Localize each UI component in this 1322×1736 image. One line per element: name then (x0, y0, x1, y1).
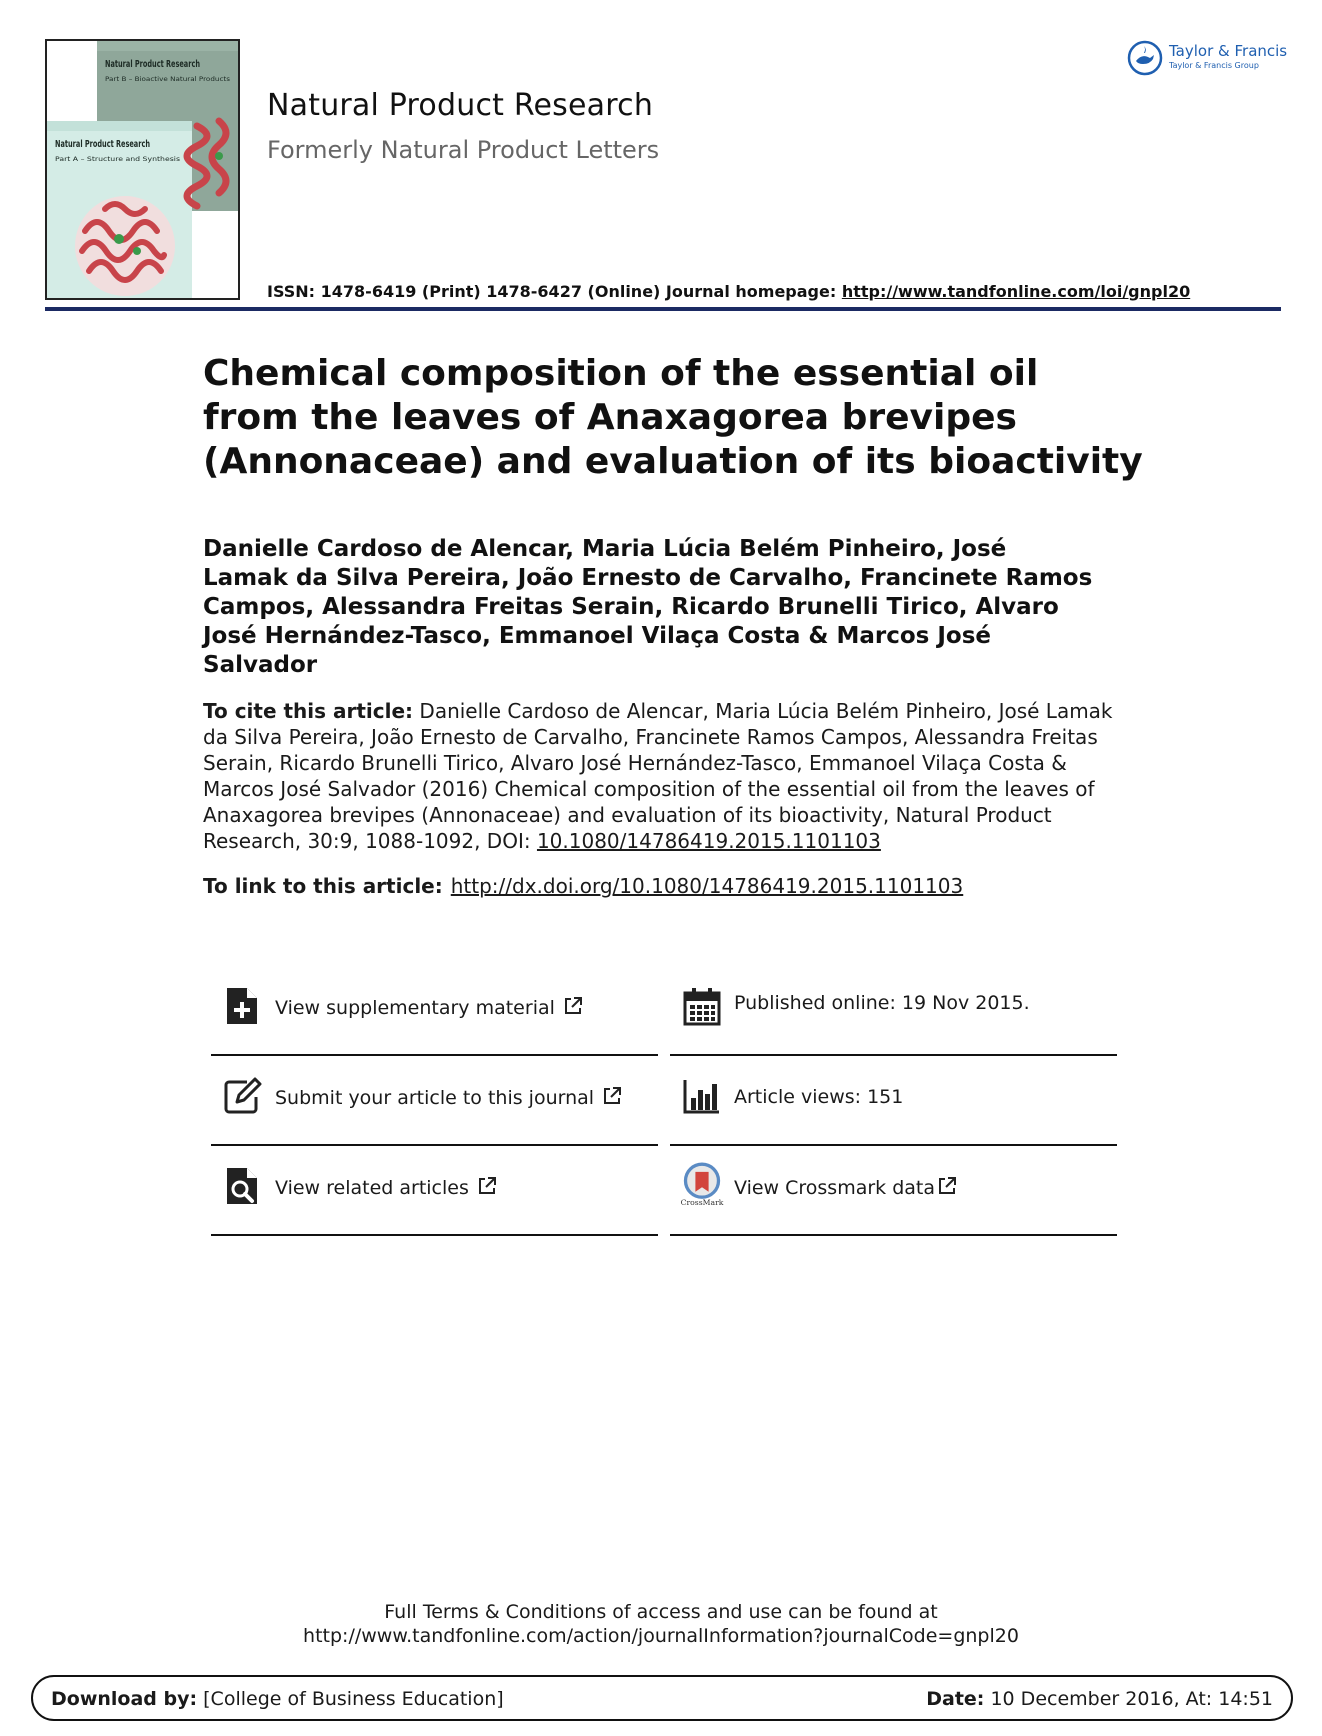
issn-line (267, 282, 1190, 301)
bar-chart-icon (682, 1076, 722, 1116)
related-articles-label: View related articles (275, 1177, 469, 1199)
submit-article-cell[interactable] (211, 1056, 658, 1146)
publisher-name: Taylor & Francis (1169, 42, 1288, 60)
external-link-icon (477, 1176, 497, 1196)
related-articles-cell[interactable] (211, 1146, 658, 1236)
cover-front-title: Natural Product Research (55, 139, 150, 150)
article-authors: Danielle Cardoso de Alencar, Maria Lúcia Belém Pinheiro, José Lamak da Silva Pereira, João Ernesto de Carvalho, Francinete Ramos Campos, Alessandra Freitas Serain, Ricardo Brunelli Tirico, Alvaro José Hernández-Tasco, Emmanoel Vilaça Costa & Marcos José Salvador (203, 536, 1093, 678)
link-label: To link to this article: (203, 874, 443, 898)
published-online-cell (670, 966, 1117, 1056)
citation-text: Danielle Cardoso de Alencar, Maria Lúcia Belém Pinheiro, José Lamak da Silva Pereira, João Ernesto de Carvalho, Francinete Ramos Campos, Alessandra Freitas Serain, Ricardo Brunelli Tirico, Alvaro José Hernández-Tasco, Emmanoel Vilaça Costa & Marcos José Salvador (2016) Chemical composition of the essential oil from the leaves of Anaxagorea brevipes (Annonaceae) and evaluation of its bioactivity, Natural Product Research, 30:9, 1088-1092, DOI: (203, 699, 1113, 853)
publisher-group: Taylor & Francis Group (1169, 61, 1259, 70)
taylor-francis-logo[interactable] (1126, 39, 1286, 79)
cell-divider (670, 1234, 1117, 1236)
submit-article-label: Submit your article to this journal (275, 1087, 595, 1109)
journal-homepage-link[interactable]: http://www.tandfonline.com/loi/gnpl20 (841, 282, 1191, 301)
taylor-francis-lamp-icon (1126, 39, 1164, 77)
journal-subtitle: Formerly Natural Product Letters (267, 136, 660, 164)
file-plus-icon (223, 986, 263, 1026)
issn-text: ISSN: 1478-6419 (Print) 1478-6427 (Online) Journal homepage: (267, 282, 842, 301)
crossmark-cell[interactable] (670, 1146, 1117, 1236)
article-title: Chemical composition of the essential oil from the leaves of Anaxagorea brevipes (Annonaceae) and evaluation of its bioactivity (203, 353, 1143, 482)
article-doi-url-link[interactable]: http://dx.doi.org/10.1080/14786419.2015.1101103 (450, 874, 964, 898)
download-by-label: Download by: (51, 1688, 198, 1710)
download-info-bar (31, 1675, 1293, 1721)
external-link-icon (937, 1176, 957, 1196)
article-views-label: Article views: 151 (734, 1086, 904, 1108)
external-link-icon (602, 1086, 622, 1106)
cover-back-title: Natural Product Research (105, 59, 200, 70)
terms-line-1: Full Terms & Conditions of access and use can be found at (384, 1601, 938, 1623)
header-divider (45, 307, 1281, 311)
citation-block (203, 698, 1123, 854)
journal-title: Natural Product Research (267, 88, 654, 123)
article-views-cell (670, 1056, 1117, 1146)
download-by-value: [College of Business Education] (203, 1688, 504, 1710)
crossmark-logo-text: CrossMark (680, 1197, 724, 1207)
download-by (51, 1688, 504, 1710)
crossmark-label: View Crossmark data (734, 1177, 936, 1199)
download-date (926, 1688, 1273, 1710)
terms-notice (0, 1600, 1322, 1648)
calendar-icon (682, 986, 722, 1026)
download-date-value: 10 December 2016, At: 14:51 (990, 1688, 1273, 1710)
article-link-line (203, 874, 963, 898)
doi-link[interactable]: 10.1080/14786419.2015.1101103 (536, 829, 881, 853)
file-search-icon (223, 1166, 263, 1206)
cover-front-part: Part A – Structure and Synthesis (55, 156, 180, 163)
cell-divider (211, 1234, 658, 1236)
terms-url-link[interactable]: http://www.tandfonline.com/action/journalInformation?journalCode=gnpl20 (303, 1625, 1019, 1647)
journal-cover-image (45, 39, 240, 300)
external-link-icon (563, 996, 583, 1016)
crossmark-icon (680, 1160, 724, 1208)
supplementary-material-label: View supplementary material (275, 997, 555, 1019)
edit-icon (223, 1076, 263, 1116)
published-online-label: Published online: 19 Nov 2015. (734, 992, 1030, 1014)
download-date-label: Date: (926, 1688, 985, 1710)
supplementary-material-cell[interactable] (211, 966, 658, 1056)
cover-back-part: Part B – Bioactive Natural Products (105, 76, 230, 83)
citation-label: To cite this article: (203, 699, 414, 723)
